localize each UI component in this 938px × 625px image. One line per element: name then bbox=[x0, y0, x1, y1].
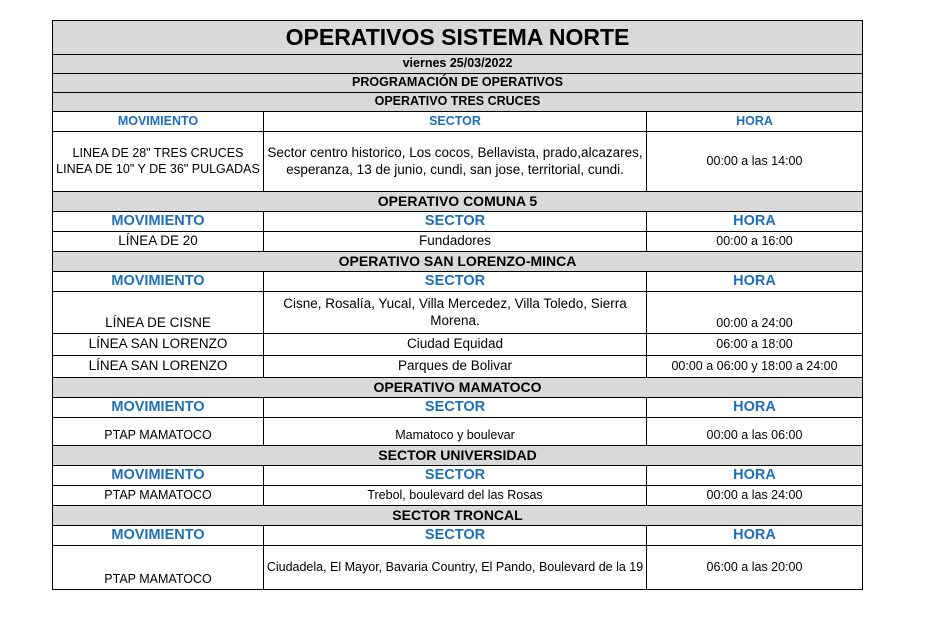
header-hora: HORA bbox=[647, 112, 863, 132]
programming-heading: PROGRAMACIÓN DE OPERATIVOS bbox=[53, 74, 863, 93]
cell-hora: 00:00 a 06:00 y 18:00 a 24:00 bbox=[647, 356, 863, 378]
section-title-universidad: SECTOR UNIVERSIDAD bbox=[53, 446, 863, 466]
cell-sector: Mamatoco y boulevar bbox=[264, 418, 647, 446]
header-sector: SECTOR bbox=[264, 212, 647, 232]
header-sector: SECTOR bbox=[264, 466, 647, 486]
cell-movimiento: LÍNEA DE 20 bbox=[53, 232, 264, 252]
header-sector: SECTOR bbox=[264, 398, 647, 418]
cell-movimiento: PTAP MAMATOCO bbox=[53, 546, 264, 590]
date-row: viernes 25/03/2022 bbox=[53, 55, 863, 74]
cell-hora: 00:00 a las 06:00 bbox=[647, 418, 863, 446]
cell-sector: Parques de Bolivar bbox=[264, 356, 647, 378]
header-sector: SECTOR bbox=[264, 112, 647, 132]
cell-movimiento: PTAP MAMATOCO bbox=[53, 486, 264, 506]
header-hora: HORA bbox=[647, 272, 863, 292]
cell-sector: Trebol, boulevard del las Rosas bbox=[264, 486, 647, 506]
header-movimiento: MOVIMIENTO bbox=[53, 398, 264, 418]
header-movimiento: MOVIMIENTO bbox=[53, 112, 264, 132]
cell-hora: 06:00 a 18:00 bbox=[647, 334, 863, 356]
cell-sector: Cisne, Rosalía, Yucal, Villa Mercedez, Villa Toledo, Sierra Morena. bbox=[264, 292, 647, 334]
section-title-mamatoco: OPERATIVO MAMATOCO bbox=[53, 378, 863, 398]
cell-hora: 06:00 a las 20:00 bbox=[647, 546, 863, 590]
section-title-san-lorenzo-minca: OPERATIVO SAN LORENZO-MINCA bbox=[53, 252, 863, 272]
header-hora: HORA bbox=[647, 526, 863, 546]
header-sector: SECTOR bbox=[264, 272, 647, 292]
header-movimiento: MOVIMIENTO bbox=[53, 212, 264, 232]
cell-sector: Fundadores bbox=[264, 232, 647, 252]
section-title-comuna-5: OPERATIVO COMUNA 5 bbox=[53, 192, 863, 212]
cell-movimiento: LINEA DE 28" TRES CRUCES LINEA DE 10" Y DE 36" PULGADAS bbox=[53, 132, 264, 192]
cell-movimiento: LÍNEA SAN LORENZO bbox=[53, 356, 264, 378]
cell-movimiento: LÍNEA DE CISNE bbox=[53, 292, 264, 334]
section-title-troncal: SECTOR TRONCAL bbox=[53, 506, 863, 526]
header-movimiento: MOVIMIENTO bbox=[53, 466, 264, 486]
header-hora: HORA bbox=[647, 212, 863, 232]
header-movimiento: MOVIMIENTO bbox=[53, 272, 264, 292]
page-title: OPERATIVOS SISTEMA NORTE bbox=[53, 21, 863, 55]
header-movimiento: MOVIMIENTO bbox=[53, 526, 264, 546]
cell-hora: 00:00 a 24:00 bbox=[647, 292, 863, 334]
cell-movimiento: PTAP MAMATOCO bbox=[53, 418, 264, 446]
cell-hora: 00:00 a las 24:00 bbox=[647, 486, 863, 506]
cell-sector: Ciudad Equidad bbox=[264, 334, 647, 356]
header-sector: SECTOR bbox=[264, 526, 647, 546]
cell-sector: Sector centro historico, Los cocos, Bellavista, prado,alcazares, esperanza, 13 de junio, cundi, san jose, territorial, cundi. bbox=[264, 132, 647, 192]
header-hora: HORA bbox=[647, 466, 863, 486]
section-title-tres-cruces: OPERATIVO TRES CRUCES bbox=[53, 93, 863, 112]
cell-hora: 00:00 a 16:00 bbox=[647, 232, 863, 252]
cell-hora: 00:00 a las 14:00 bbox=[647, 132, 863, 192]
cell-sector: Ciudadela, El Mayor, Bavaria Country, El Pando, Boulevard de la 19 bbox=[264, 546, 647, 590]
cell-movimiento: LÍNEA SAN LORENZO bbox=[53, 334, 264, 356]
header-hora: HORA bbox=[647, 398, 863, 418]
operativos-table bbox=[52, 20, 863, 590]
